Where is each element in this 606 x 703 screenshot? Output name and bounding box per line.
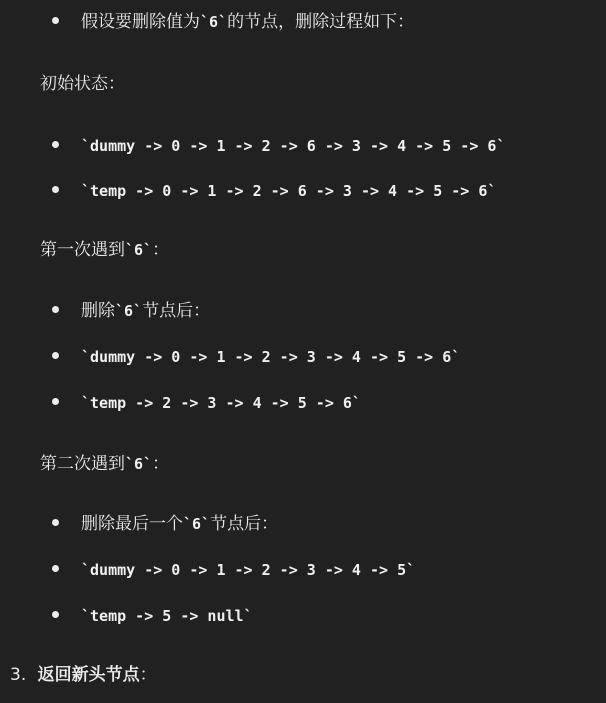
inline-code: `dummy -> 0 -> 1 -> 2 -> 3 -> 4 -> 5 -> 6` [81,348,461,366]
list-item [52,391,361,415]
text: 假设要删除值为 [81,12,200,32]
bullet-icon [52,306,59,313]
bold-heading: 返回新头节点 [37,665,140,685]
inline-code: `temp -> 0 -> 1 -> 2 -> 6 -> 3 -> 4 -> 5 -> 6` [81,182,497,200]
text: ： [152,454,170,474]
inline-code: `dummy -> 0 -> 1 -> 2 -> 6 -> 3 -> 4 -> 5 -> 6` [81,137,506,155]
text: 节点后： [142,301,211,321]
inline-code: `temp -> 5 -> null` [81,607,253,625]
bullet-icon [52,611,59,618]
text: 第一次遇到 [40,240,125,260]
text: 节点后： [210,514,279,534]
numbered-item [10,663,157,687]
inline-code: `6` [115,302,143,320]
list-item [52,345,460,369]
bullet-icon [52,398,59,405]
list-item [52,299,210,323]
list-item [52,134,505,158]
inline-code: `dummy -> 0 -> 1 -> 2 -> 3 -> 4 -> 5` [81,561,416,579]
inline-code: `6` [200,13,228,31]
paragraph [40,72,125,96]
list-number: 3. [10,665,27,685]
text: 第二次遇到 [40,454,125,474]
text: 初始状态： [40,74,125,94]
list-item [52,10,414,34]
text: 的节点，删除过程如下： [227,12,415,32]
list-item [52,512,278,536]
inline-code: `6` [125,455,153,473]
inline-code: `6` [125,241,153,259]
list-item [52,558,415,582]
bullet-icon [52,17,59,24]
text: ： [152,240,170,260]
list-item [52,179,496,203]
bullet-icon [52,141,59,148]
bullet-icon [52,352,59,359]
text: 删除 [81,301,115,321]
text: 删除最后一个 [81,514,183,534]
inline-code: `temp -> 2 -> 3 -> 4 -> 5 -> 6` [81,394,361,412]
paragraph [40,452,169,476]
paragraph [40,238,169,262]
inline-code: `6` [183,515,211,533]
bullet-icon [52,519,59,526]
bullet-icon [52,565,59,572]
text: ： [139,665,157,685]
list-item [52,604,253,628]
bullet-icon [52,186,59,193]
